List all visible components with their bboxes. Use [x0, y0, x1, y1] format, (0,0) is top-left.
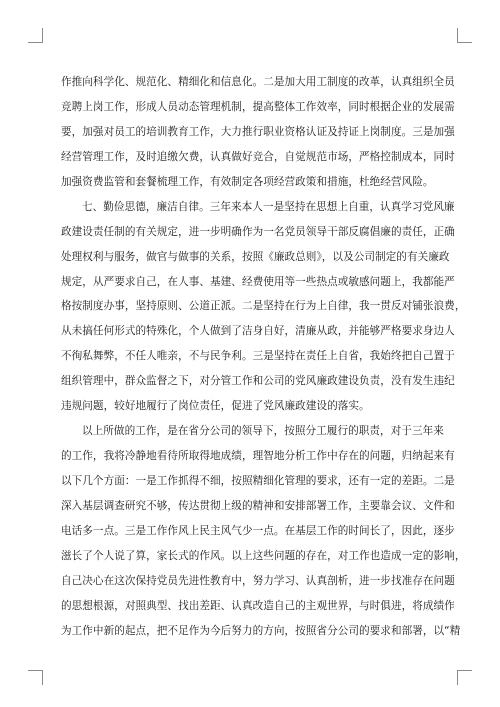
document-body	[61, 70, 466, 644]
text-line: 以下几个方面：一是工作抓得不细，按照精细化管理的要求，还有一定的差距。二是	[61, 475, 455, 487]
crop-mark-bottom-right	[457, 670, 472, 685]
text-line: 七、勤俭思德，廉洁自律。三年来本人一是坚持在思想上自重，认真学习党风廉	[82, 200, 455, 213]
text-line: 自己决心在这次保持党员先进性教育中，努力学习、认真剖析，进一步找准存在问题	[61, 574, 455, 587]
text-line: 以上所做的工作，是在省分公司的领导下，按照分工履行的职责，对于三年来	[82, 425, 444, 438]
text-line: 处理权利与服务，做官与做事的关系，按照《廉政总则》，以及公司制定的有关廉政	[61, 250, 450, 263]
text-line: 违规问题，较好地履行了岗位责任，促进了党风廉政建设的落实。	[61, 400, 370, 413]
text-line: 规定，从严要求自己，在人事、基建、经费使用等一些热点或敏感问题上，我都能严	[61, 275, 455, 288]
text-line: 的思想根源，对照典型、找出差距、认真改造自己的主观世界，与时俱进，将成绩作	[61, 599, 455, 612]
text-line: 滋长了个人说了算，家长式的作风。以上这些问题的存在，对工作也造成一定的影响，	[61, 549, 466, 562]
text-line: 作推向科学化、规范化、精细化和信息化。二是加大用工制度的改革，认真组织全员	[61, 76, 455, 88]
text-line: 经营管理工作，及时追缴欠费，认真做好竞合，自觉规范市场，严格控制成本，同时	[61, 150, 455, 163]
crop-mark-top-left	[28, 28, 43, 43]
crop-mark-top-right	[457, 28, 472, 43]
text-line: 竞聘上岗工作，形成人员动态管理机制，提高整体工作效率，同时根据企业的发展需	[61, 100, 455, 113]
crop-mark-bottom-left	[28, 670, 43, 685]
text-line: 的工作，我将冷静地看待所取得地成绩，理智地分析工作中存在的问题，归纳起来有	[61, 450, 455, 463]
text-line: 加强资费监管和套餐梳理工作，有效制定各项经营政策和措施，杜绝经营风险。	[61, 175, 434, 188]
text-line: 政建设责任制的有关规定，进一步明确作为一名党员领导干部反腐倡廉的责任，正确	[61, 225, 455, 238]
text-line: 要，加强对员工的培训教育工作，大力推行职业资格认证及持证上岗制度。三是加强	[61, 125, 455, 138]
text-line: 组织管理中，群众监督之下，对分管工作和公司的党风廉政建设负责，没有发生违纪	[61, 375, 455, 388]
text-line: 从未搞任何形式的特殊化，个人做到了洁身自好，清廉从政，并能够严格要求身边人	[61, 325, 455, 338]
text-line: 格按制度办事，坚持原则、公道正派。二是坚持在行为上自律，我一贯反对铺张浪费，	[61, 300, 466, 313]
text-line: 为工作中新的起点，把不足作为今后努力的方向，按照省分公司的要求和部署，以“精	[61, 624, 461, 637]
text-line: 深入基层调查研究不够，传达贯彻上级的精神和安排部署工作，主要靠会议、文件和	[61, 499, 455, 512]
text-line: 不徇私舞弊，不任人唯亲，不与民争利。三是坚持在责任上自省，我始终把自己置于	[61, 350, 455, 363]
text-line: 电话多一点。三是工作作风上民主风气少一点。在基层工作的时间长了，因此，逐步	[61, 524, 455, 537]
